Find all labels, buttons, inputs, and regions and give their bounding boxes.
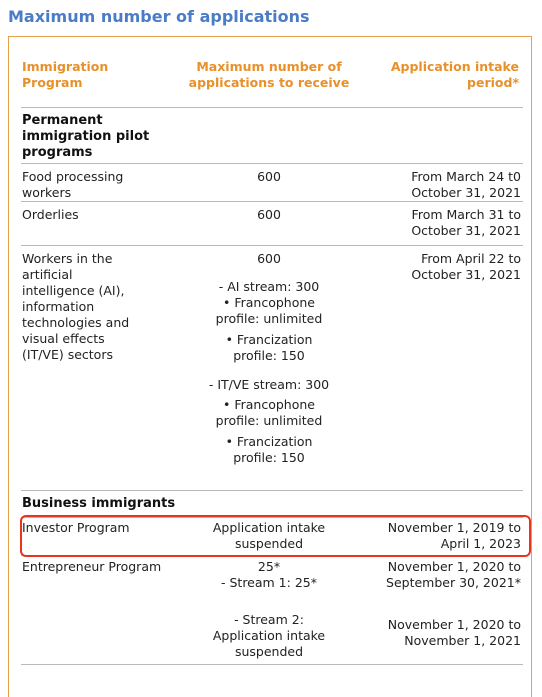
divider bbox=[21, 201, 523, 202]
row-entrepreneur-name: Entrepreneur Program bbox=[22, 559, 162, 574]
row-ai-max-block bbox=[179, 251, 359, 466]
divider bbox=[21, 245, 523, 246]
section-permanent: Permanent immigration pilot programs bbox=[22, 113, 150, 160]
entrepreneur-max-total: 25* bbox=[257, 559, 281, 574]
divider bbox=[21, 490, 523, 491]
row-investor-name: Investor Program bbox=[22, 520, 130, 535]
entrepreneur-stream2: - Stream 2: Application intake suspended bbox=[212, 612, 326, 659]
row-food-max: 600 bbox=[257, 169, 281, 184]
investor-row-highlight bbox=[20, 515, 531, 557]
header-max: Maximum number of applications to receive bbox=[188, 59, 350, 90]
section-business: Business immigrants bbox=[22, 496, 176, 511]
row-investor-period: November 1, 2019 to April 1, 2023 bbox=[387, 520, 521, 551]
applications-table bbox=[8, 36, 532, 697]
ai-francophone: • Francophone profile: unlimited bbox=[215, 295, 323, 326]
entrepreneur-stream1: - Stream 1: 25* bbox=[221, 575, 317, 590]
row-investor-max: Application intake suspended bbox=[212, 520, 326, 551]
itve-francophone: • Francophone profile: unlimited bbox=[215, 397, 323, 428]
page-title: Maximum number of applications bbox=[8, 7, 310, 26]
ai-francization: • Francization profile: 150 bbox=[225, 332, 313, 363]
row-ai-name: Workers in the artificial intelligence (AI), information technologies and visual effects (IT/VE) sectors bbox=[22, 251, 130, 362]
row-ai-period: From April 22 to October 31, 2021 bbox=[411, 251, 521, 282]
entrepreneur-period1: November 1, 2020 to September 30, 2021* bbox=[386, 559, 521, 590]
row-orderlies-max: 600 bbox=[257, 207, 281, 222]
row-food-period: From March 24 t0 October 31, 2021 bbox=[411, 169, 521, 200]
row-food-name: Food processing workers bbox=[22, 169, 124, 200]
ai-stream: - AI stream: 300 bbox=[218, 279, 320, 294]
row-ai-max: 600 bbox=[257, 251, 281, 266]
row-orderlies-name: Orderlies bbox=[22, 207, 79, 222]
row-orderlies-period: From March 31 to October 31, 2021 bbox=[411, 207, 521, 238]
header-program: Immigration Program bbox=[22, 59, 109, 90]
divider bbox=[21, 107, 523, 108]
itve-stream: - IT/VE stream: 300 bbox=[208, 377, 330, 392]
divider bbox=[21, 664, 523, 665]
divider bbox=[21, 163, 523, 164]
itve-francization: • Francization profile: 150 bbox=[225, 434, 313, 465]
entrepreneur-period2: November 1, 2020 to November 1, 2021 bbox=[387, 617, 521, 648]
header-period: Application intake period* bbox=[390, 59, 519, 90]
